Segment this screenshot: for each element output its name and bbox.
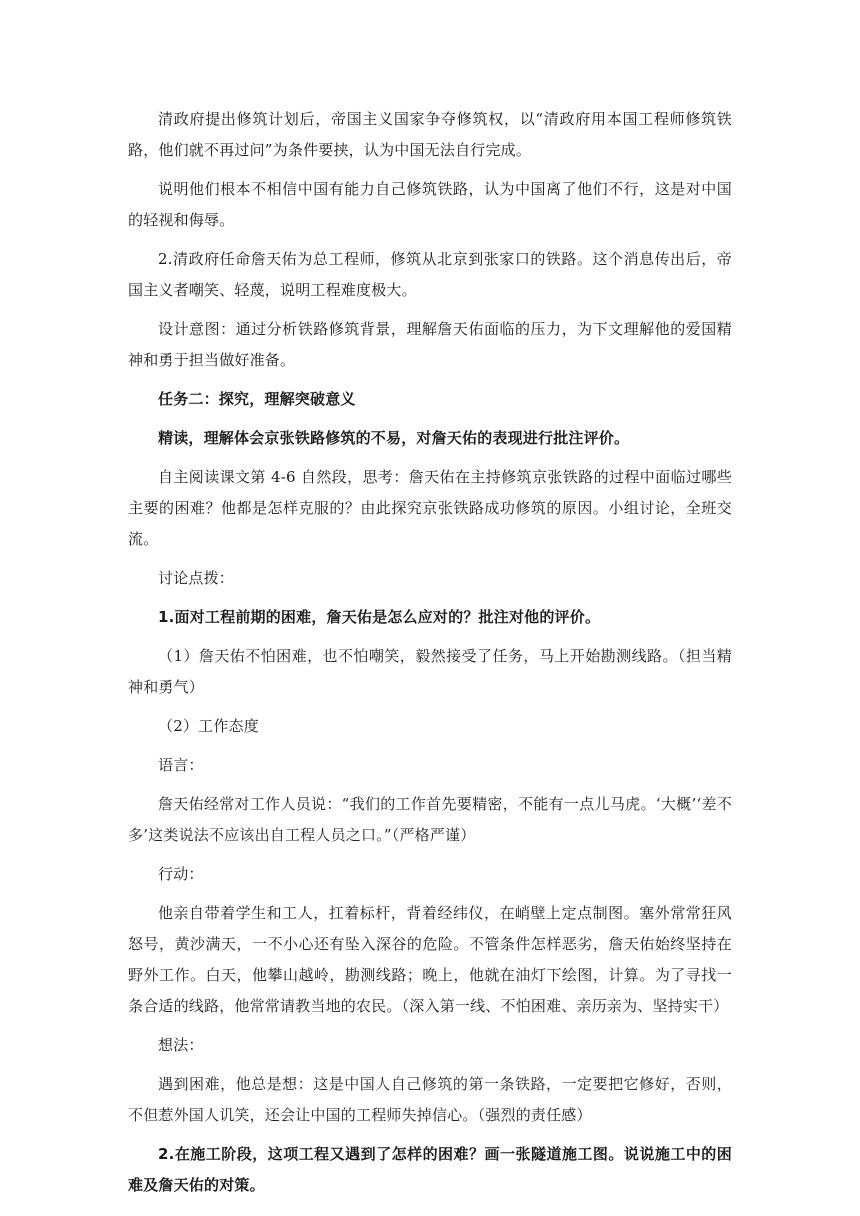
paragraph-background: 清政府提出修筑计划后，帝国主义国家争夺修筑权，以“清政府用本国工程师修筑铁路，他们就不再过问”为条件要挟，认为中国无法自行完成。 [128, 110, 732, 159]
paragraph-appointment: 2.清政府任命詹天佑为总工程师，修筑从北京到张家口的铁路。这个消息传出后，帝国主义者嘲笑、轻蔑，说明工程难度极大。 [128, 250, 732, 299]
paragraph-language-quote: 詹天佑经常对工作人员说：“我们的工作首先要精密，不能有一点儿马虎。‘大概’‘差不多’这类说法不应该出自工程人员之口。”（严格严谨） [128, 795, 732, 844]
close-reading-heading: 精读，理解体会京张铁路修筑的不易，对詹天佑的表现进行批注评价。 [158, 429, 630, 447]
label-action: 行动： [158, 865, 204, 883]
label-language: 语言： [158, 756, 204, 774]
paragraph-design-intent: 设计意图：通过分析铁路修筑背景，理解詹天佑面临的压力，为下文理解他的爱国精神和勇于担当做好准备。 [128, 320, 732, 369]
paragraph-thought-quote: 遇到困难，他总是想：这是中国人自己修筑的第一条铁路，一定要把它修好，否则，不但惹外国人讥笑，还会让中国的工程师失掉信心。（强烈的责任感） [128, 1075, 732, 1124]
paragraph-discussion-label: 讨论点拨： [158, 569, 235, 587]
question-one-heading: 1.面对工程前期的困难，詹天佑是怎么应对的？批注对他的评价。 [158, 608, 601, 626]
label-thought: 想法： [158, 1036, 204, 1054]
paragraph-work-attitude: （2）工作态度 [158, 717, 259, 735]
question-two-heading: 2.在施工阶段，这项工程又遇到了怎样的困难？画一张隧道施工图。说说施工中的困难及詹天佑的对策。 [128, 1145, 732, 1194]
document-body [128, 104, 732, 1209]
task-two-heading: 任务二：探究，理解突破意义 [158, 390, 356, 408]
paragraph-action-quote: 他亲自带着学生和工人，扛着标杆，背着经纬仪，在峭壁上定点制图。塞外常常狂风怒号，黄沙满天，一不小心还有坠入深谷的危险。不管条件怎样恶劣，詹天佑始终坚持在野外工作。白天，他攀山越岭，勘测线路；晚上，他就在油灯下绘图，计算。为了寻找一条合适的线路，他常常请教当地的农民。（深入第一线、不怕困难、亲历亲为、坚持实干） [128, 904, 732, 1015]
paragraph-point-one: （1）詹天佑不怕困难，也不怕嘲笑，毅然接受了任务，马上开始勘测线路。（担当精神和勇气） [128, 647, 732, 696]
paragraph-explanation: 说明他们根本不相信中国有能力自己修筑铁路，认为中国离了他们不行，这是对中国的轻视和侮辱。 [128, 180, 732, 229]
paragraph-self-reading: 自主阅读课文第 4-6 自然段，思考：詹天佑在主持修筑京张铁路的过程中面临过哪些主要的困难？他都是怎样克服的？由此探究京张铁路成功修筑的原因。小组讨论，全班交流。 [128, 468, 732, 548]
